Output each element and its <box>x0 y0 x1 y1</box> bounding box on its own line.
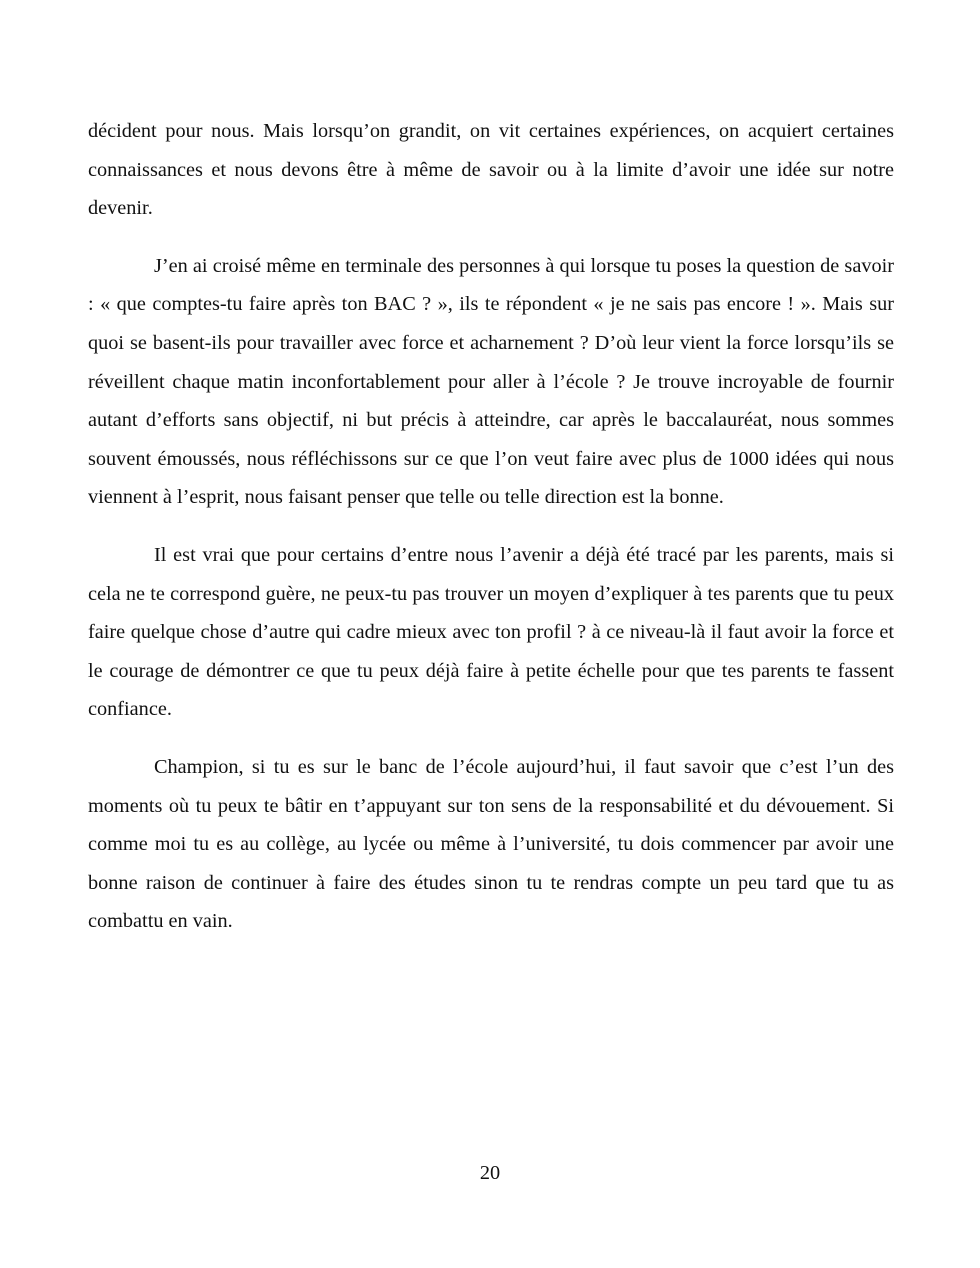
paragraph-3: Il est vrai que pour certains d’entre nous l’avenir a déjà été tracé par les parents, mais si cela ne te correspond guère, ne peux-tu pas trouver un moyen d’expliquer à tes parents que tu peux faire quelque chose d’autre qui cadre mieux avec ton profil ? à ce niveau-là il faut avoir la force et le courage de démontrer ce que tu peux déjà faire à petite échelle pour que tes parents te fassent confiance. <box>88 543 894 721</box>
page-number: 20 <box>479 1162 501 1184</box>
paragraph-1: décident pour nous. Mais lorsqu’on grandit, on vit certaines expériences, on acquiert certaines connaissances et nous devons être à même de savoir ou à la limite d’avoir une idée sur notre devenir. <box>88 120 894 220</box>
paragraph-4: Champion, si tu es sur le banc de l’école aujourd’hui, il faut savoir que c’est l’un des moments où tu peux te bâtir en t’appuyant sur ton sens de la responsabilité et du dévouement. Si comme moi tu es au collège, au lycée ou même à l’université, tu dois commencer par avoir une bonne raison de continuer à faire des études sinon tu te rendras compte un peu tard que tu as combattu en vain. <box>88 755 894 933</box>
paragraph-2: J’en ai croisé même en terminale des personnes à qui lorsque tu poses la question de savoir : « que comptes-tu faire après ton BAC ? », ils te répondent « je ne sais pas encore ! ». Mais sur quoi se basent-ils pour travailler avec force et acharnement ? D’où leur vient la force lorsqu’ils se réveillent chaque matin inconfortablement pour aller à l’école ? Je trouve incroyable de fournir autant d’efforts sans objectif, ni but précis à atteindre, car après le baccalauréat, nous sommes souvent émoussés, nous réfléchissons sur ce que l’on veut faire avec plus de 1000 idées qui nous viennent à l’esprit, nous faisant penser que telle ou telle direction est la bonne. <box>88 254 894 509</box>
body-text <box>88 112 894 960</box>
